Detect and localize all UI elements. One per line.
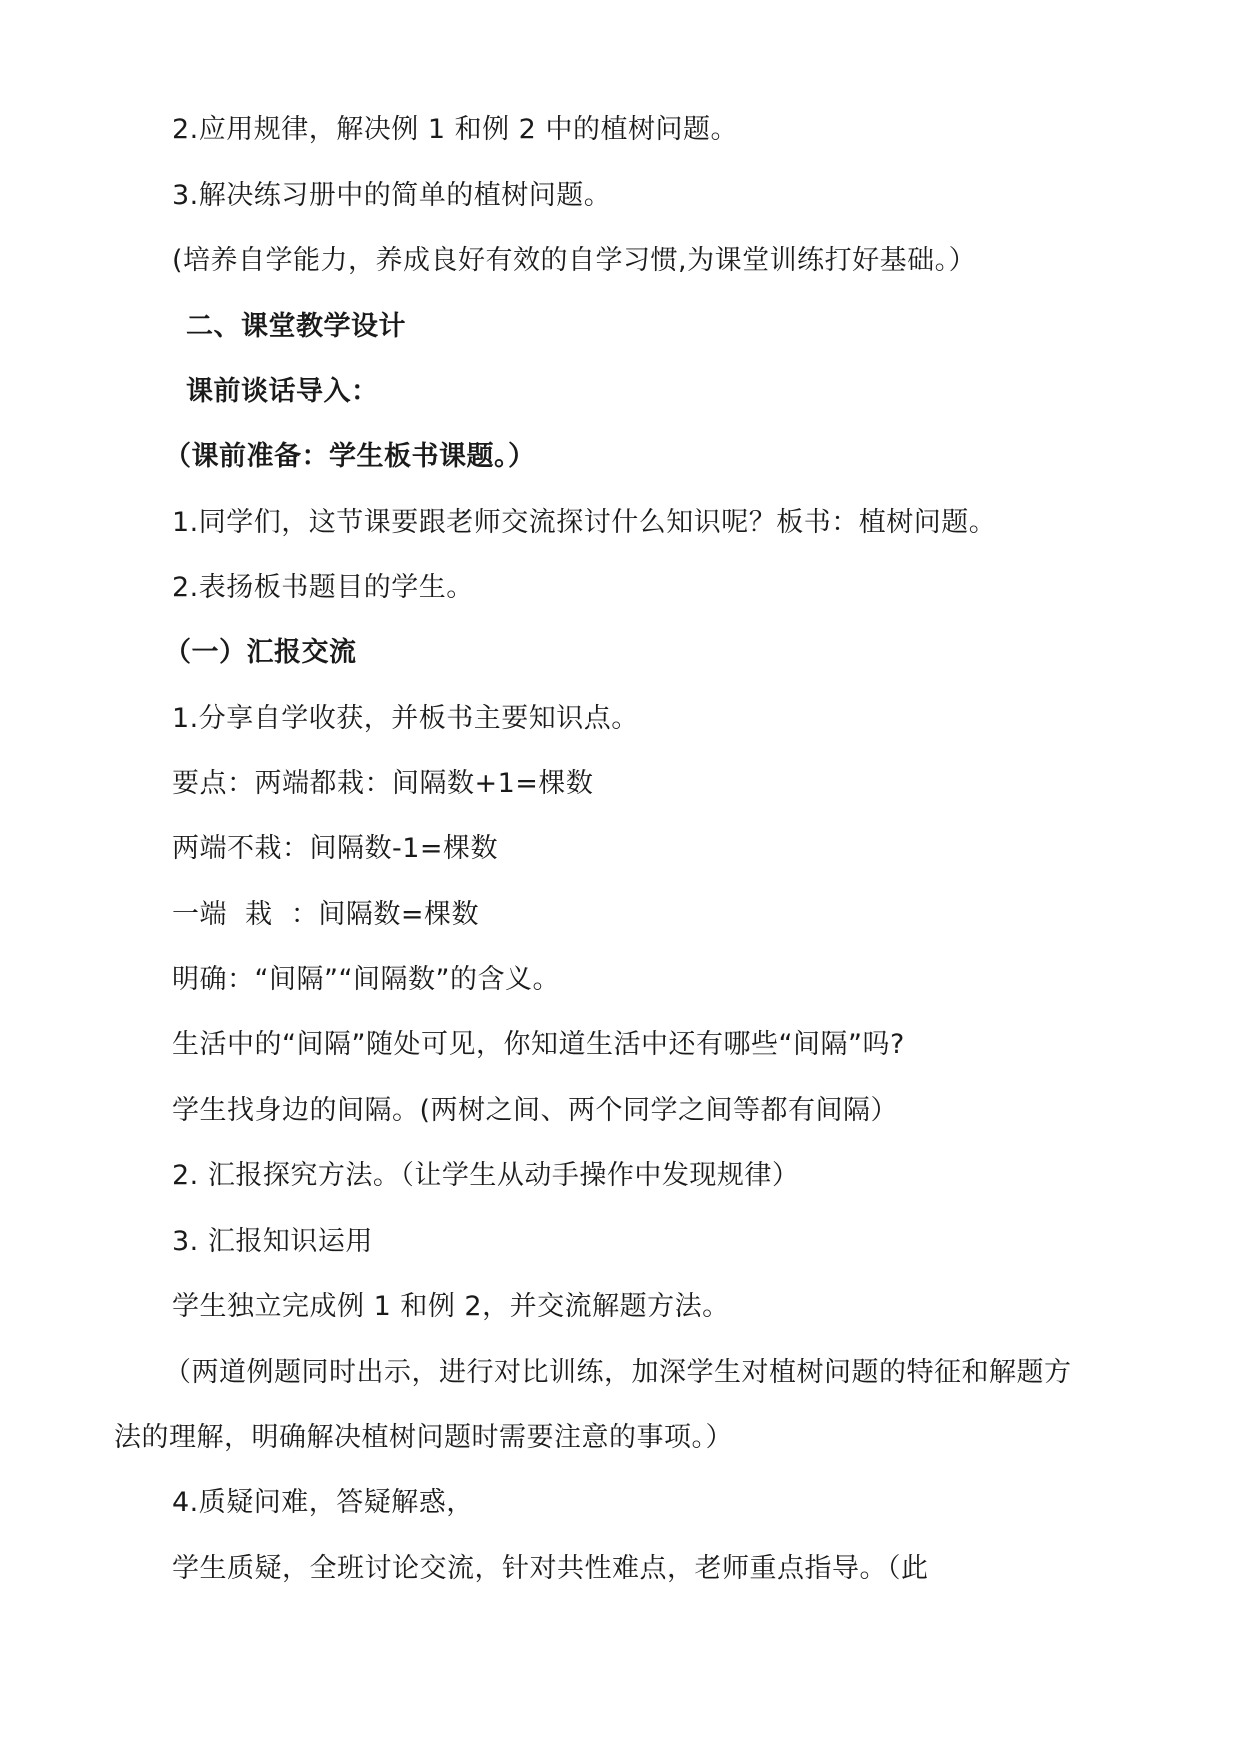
text-line: 学生质疑，全班讨论交流，针对共性难点，老师重点指导。（此 <box>172 1553 929 1584</box>
subsection-heading: 课前谈话导入： <box>186 376 379 407</box>
text-line: 2.应用规律，解决例 1 和例 2 中的植树问题。 <box>172 114 738 145</box>
text-line: （两道例题同时出示，进行对比训练，加深学生对植树问题的特征和解题方 <box>164 1357 1072 1388</box>
section-heading: 二、课堂教学设计 <box>186 311 406 342</box>
text-line: 一端 栽 ：间隔数=棵数 <box>172 899 479 930</box>
text-line: (培养自学能力，养成良好有效的自学习惯,为课堂训练打好基础。） <box>172 245 977 276</box>
text-line: 4.质疑问难，答疑解惑， <box>172 1487 474 1518</box>
text-line: 法的理解，明确解决植树问题时需要注意的事项。） <box>114 1422 733 1453</box>
subsection-heading: （一）汇报交流 <box>164 637 357 668</box>
text-line: 要点：两端都栽：间隔数+1=棵数 <box>172 768 594 799</box>
text-line: 3.解决练习册中的简单的植树问题。 <box>172 180 612 211</box>
text-line: 3. 汇报知识运用 <box>172 1226 373 1257</box>
text-line: 明确：“间隔”“间隔数”的含义。 <box>172 964 560 995</box>
text-line: 两端不栽：间隔数-1=棵数 <box>172 833 499 864</box>
text-line: 2.表扬板书题目的学生。 <box>172 572 474 603</box>
text-line: 1.分享自学收获，并板书主要知识点。 <box>172 703 639 734</box>
text-line: 2. 汇报探究方法。（让学生从动手操作中发现规律） <box>172 1160 800 1191</box>
text-line: 1.同学们，这节课要跟老师交流探讨什么知识呢？板书：植树问题。 <box>172 507 997 538</box>
text-line: 生活中的“间隔”随处可见，你知道生活中还有哪些“间隔”吗? <box>172 1029 905 1060</box>
text-line: 学生独立完成例 1 和例 2，并交流解题方法。 <box>172 1291 730 1322</box>
bold-note: （课前准备：学生板书课题。） <box>164 441 536 472</box>
text-line: 学生找身边的间隔。(两树之间、两个同学之间等都有间隔） <box>172 1095 899 1126</box>
